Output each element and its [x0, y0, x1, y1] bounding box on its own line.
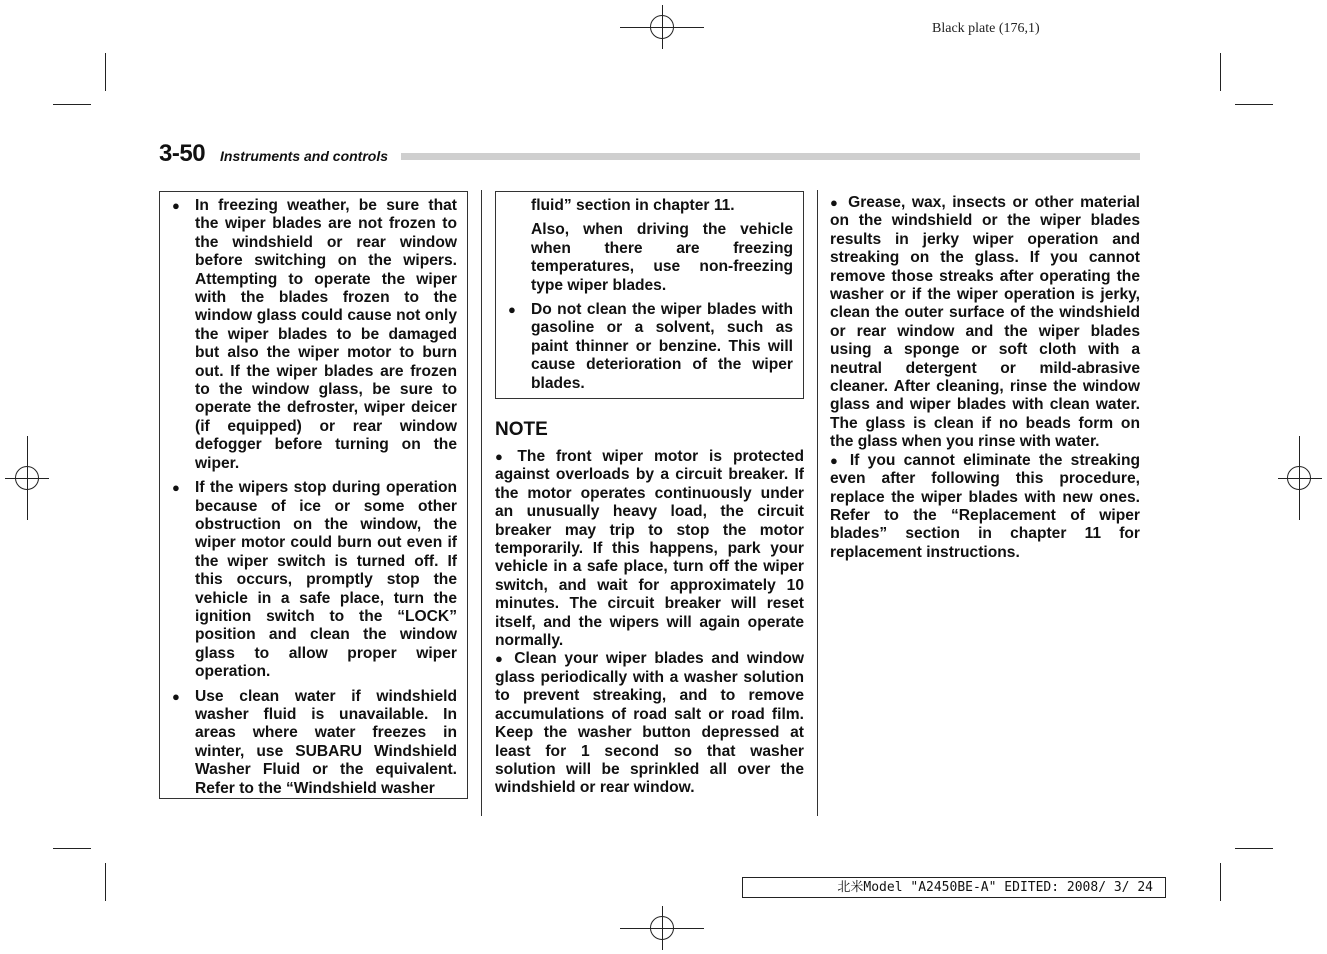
- caution-item: ● Use clean water if windshield washer fluid is unavailable. In areas where water freezes in winter, use SUBARU Windshield Washer Fluid or the equivalent. Refer to the “Windshield washer: [172, 687, 457, 797]
- body-paragraph: ● Grease, wax, insects or other material on the windshield or the wiper blades results in jerky wiper operation and streaking on the glass. If you cannot remove those streaks after operating the washer or if the wiper operation is jerky, clean the outer surface of the windshield or rear window and the wiper blades using a sponge or soft cloth with a neutral detergent or mild-abrasive cleaner. After cleaning, rinse the window glass and wiper blades with clean water. The glass is clean if no beads form on the glass when you rinse with water.: [830, 194, 1140, 451]
- edit-info-footer: 北米Model "A2450BE-A" EDITED: 2008/ 3/ 24: [742, 877, 1166, 898]
- caution-continuation: fluid” section in chapter 11.: [531, 197, 735, 214]
- caution-list: [506, 301, 793, 393]
- section-title: Instruments and controls: [220, 148, 389, 164]
- note-heading: NOTE: [495, 419, 548, 440]
- caution-item: ● Do not clean the wiper blades with gasoline or a solvent, such as paint thinner or benzine. This will cause deterioration of the wiper blades.: [508, 301, 793, 392]
- header-rule: [401, 153, 1140, 160]
- bullet-icon: ●: [508, 302, 516, 318]
- bullet-icon: ●: [830, 195, 841, 210]
- bullet-icon: ●: [830, 452, 842, 468]
- bullet-icon: ●: [172, 198, 180, 213]
- column-divider-2: [817, 190, 818, 816]
- page-number: 3-50: [159, 140, 206, 167]
- bullet-icon: ●: [495, 651, 507, 667]
- caution-continuation-2: Also, when driving the vehicle when there are freezing temperatures, use non-freezing type wiper blades.: [531, 221, 793, 294]
- caution-list: [170, 197, 457, 798]
- note-paragraph: ● Clean your wiper blades and window glass periodically with a washer solution to prevent streaking, and to remove accumulations of road salt or road film. Keep the washer button depressed at least for 1 second so that washer solution will be sprinkled all over the windshield or rear window.: [495, 650, 805, 797]
- plate-label: Black plate (176,1): [932, 21, 1040, 36]
- note-paragraph: ● The front wiper motor is protected against overloads by a circuit breaker. If the motor operates continuously under an unusually heavy load, the circuit breaker may trip to stop the motor temporarily. If this happens, park your vehicle in a safe place, turn off the wiper switch, and wait for approximately 10 minutes. The circuit breaker will reset itself, and the wipers will again operate normally.: [495, 448, 804, 650]
- column-divider-1: [481, 190, 482, 816]
- body-paragraph: ● If you cannot eliminate the streaking even after following this procedure, replace the wiper blades with new ones. Refer to the “Replacement of wiper blades” section in chapter 11 for replacement instructions.: [830, 451, 1140, 561]
- caution-item: ● If the wipers stop during operation because of ice or some other obstruction on the window, the wiper motor could burn out even if the wiper switch is turned off. If this occurs, promptly stop the vehicle in a safe place, turn the ignition switch to the “LOCK” position and clean the window glass to allow proper wiper operation.: [172, 479, 457, 681]
- right-column: [830, 194, 1140, 562]
- caution-box-middle: [495, 191, 804, 399]
- caution-item: ● In freezing weather, be sure that the wiper blades are not frozen to the windshield or rear window before switching on the wipers. Attempting to operate the wiper with the blades frozen to the window glass could cause not only the wiper blades to be damaged but also the wiper motor to burn out. If the wiper blades are frozen to the window glass, be sure to operate the defroster, wiper deicer (if equipped) or rear window defogger before turning on the wiper.: [172, 197, 457, 472]
- bullet-icon: ●: [495, 449, 510, 464]
- bullet-icon: ●: [172, 688, 180, 704]
- bullet-icon: ●: [172, 480, 180, 496]
- caution-box-left: [159, 191, 468, 799]
- note-section: [495, 419, 804, 798]
